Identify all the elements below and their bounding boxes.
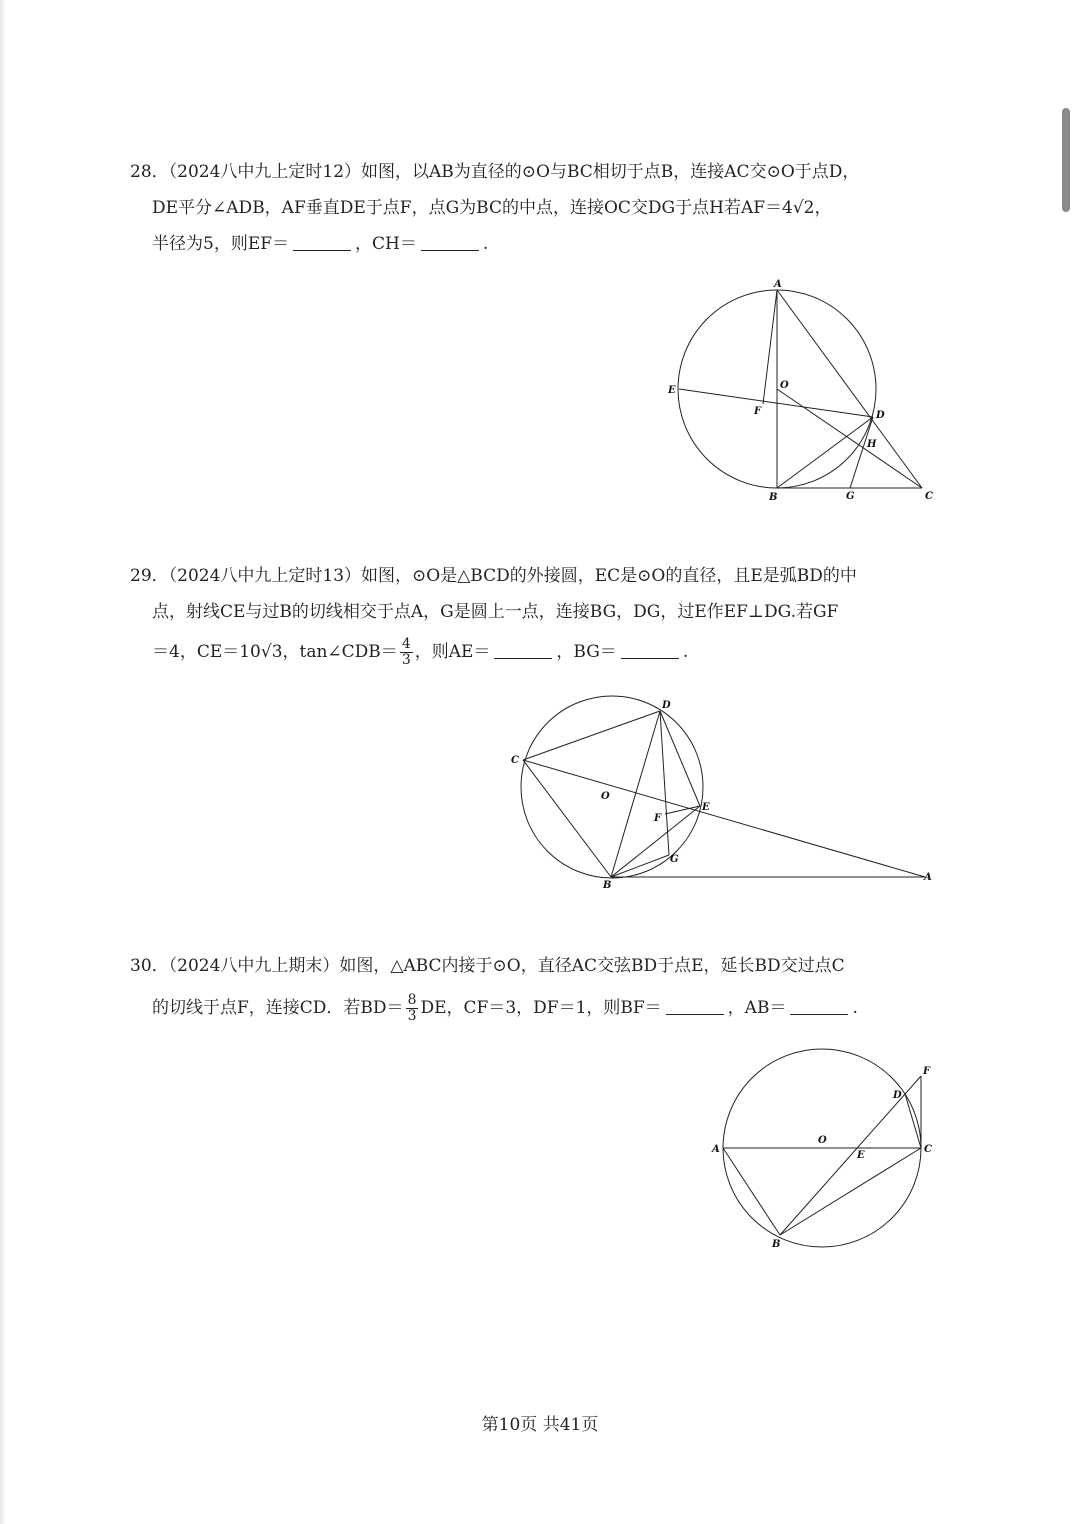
q29-segment-ca [523, 760, 925, 877]
q28-label-g: G [846, 491, 855, 502]
q29-frac-num: 4 [401, 636, 411, 652]
q28-segment-ed [679, 389, 873, 417]
q29-fraction [400, 637, 413, 668]
q29-line3 [130, 630, 970, 674]
q30-line1: 30．（2024八中九上期末）如图，△ABC内接于⊙O，直径AC交弦BD于点E，延长BD交过点C [130, 956, 845, 976]
q28-label-a: A [774, 279, 782, 290]
q29-label-e: E [702, 802, 710, 813]
scrollbar-thumb[interactable] [1062, 108, 1070, 212]
q28-text-ch: ，CH＝ [355, 234, 417, 254]
q30-segment-bc [780, 1148, 921, 1235]
q29-segment-dg [660, 711, 669, 855]
q30-label-e: E [857, 1150, 865, 1161]
q29-segment-cb [523, 760, 611, 877]
q28-line2: DE平分∠ADB，AF垂直DE于点F，点G为BC的中点，连接OC交DG于点H若AF＝4√2， [152, 198, 832, 218]
question-28 [130, 154, 970, 262]
q28-label-c: C [925, 491, 933, 502]
figure-q29 [505, 690, 945, 895]
q30-label-c: C [924, 1144, 932, 1155]
q30-label-d: D [893, 1090, 902, 1101]
q30-fraction [406, 993, 419, 1024]
q28-text-end: . [482, 234, 489, 254]
q30-label-b: B [772, 1239, 781, 1250]
q30-text-given: 的切线于点F，连接CD．若BD＝ [152, 998, 404, 1018]
q28-text-ef: 半径为5，则EF＝ [152, 234, 290, 254]
answer-blank-ab[interactable] [790, 996, 848, 1015]
q28-segment-af [763, 290, 777, 404]
q29-line1: 29．（2024八中九上定时13）如图，⊙O是△BCD的外接圆，EC是⊙O的直径，且E是弧BD的中 [130, 566, 857, 586]
q28-line3 [130, 226, 970, 262]
figure-q28 [660, 276, 950, 506]
q29-line2: 点，射线CE与过B的切线相交于点A，G是圆上一点，连接BG，DG，过E作EF⊥DG.若GF [152, 602, 839, 622]
q30-frac-num: 8 [407, 992, 417, 1008]
answer-blank-ef[interactable] [293, 232, 351, 251]
answer-blank-bf[interactable] [666, 996, 724, 1015]
answer-blank-bg[interactable] [621, 640, 679, 659]
q28-label-e: E [668, 385, 676, 396]
answer-blank-ae[interactable] [494, 640, 552, 659]
q28-segment-bd [777, 417, 873, 488]
q29-label-a: A [924, 872, 932, 883]
page-footer: 第10页 共41页 [481, 1415, 599, 1435]
q28-label-d: D [876, 410, 885, 421]
q29-text-bg: ，BG＝ [556, 642, 617, 662]
q30-segment-dc [905, 1094, 921, 1148]
q29-label-c: C [511, 755, 519, 766]
question-29 [130, 558, 970, 674]
q30-text-end: . [852, 998, 858, 1018]
q29-label-b: B [603, 880, 612, 891]
q29-frac-den: 3 [401, 652, 411, 668]
q29-text-given: ＝4，CE＝10√3，tan∠CDB＝ [152, 642, 398, 662]
q29-circle [521, 696, 703, 878]
q28-label-o: O [780, 380, 789, 391]
q30-text-ab: ，AB＝ [727, 998, 787, 1018]
q28-segment-ac [777, 290, 922, 488]
q29-segment-de [660, 711, 700, 806]
q30-label-o: O [818, 1135, 827, 1146]
q30-label-f: F [923, 1066, 931, 1077]
q28-label-h: H [867, 439, 877, 450]
q29-label-o: O [601, 791, 610, 802]
q30-line2 [130, 984, 970, 1032]
q28-line1: 28．（2024八中九上定时12）如图，以AB为直径的⊙O与BC相切于点B，连接AC交⊙O于点D， [130, 162, 860, 182]
q29-label-d: D [662, 700, 671, 711]
answer-blank-ch[interactable] [421, 232, 479, 251]
q29-text-ae: ，则AE＝ [414, 642, 491, 662]
q28-label-b: B [769, 492, 778, 503]
q29-segment-cd [523, 711, 660, 760]
q28-label-f: F [754, 406, 762, 417]
q30-frac-den: 3 [407, 1008, 417, 1024]
page-edge [0, 0, 6, 1524]
q28-segment-oc [777, 389, 922, 488]
q29-label-g: G [670, 854, 679, 865]
question-30 [130, 948, 970, 1032]
q30-segment-ab [723, 1148, 780, 1235]
q30-label-a: A [712, 1144, 720, 1155]
q29-text-end: . [682, 642, 689, 662]
figure-q30 [705, 1045, 950, 1255]
q29-segment-bd [611, 711, 660, 877]
q29-label-f: F [654, 813, 662, 824]
q30-text-bf: DE，CF＝3，DF＝1，则BF＝ [420, 998, 662, 1018]
